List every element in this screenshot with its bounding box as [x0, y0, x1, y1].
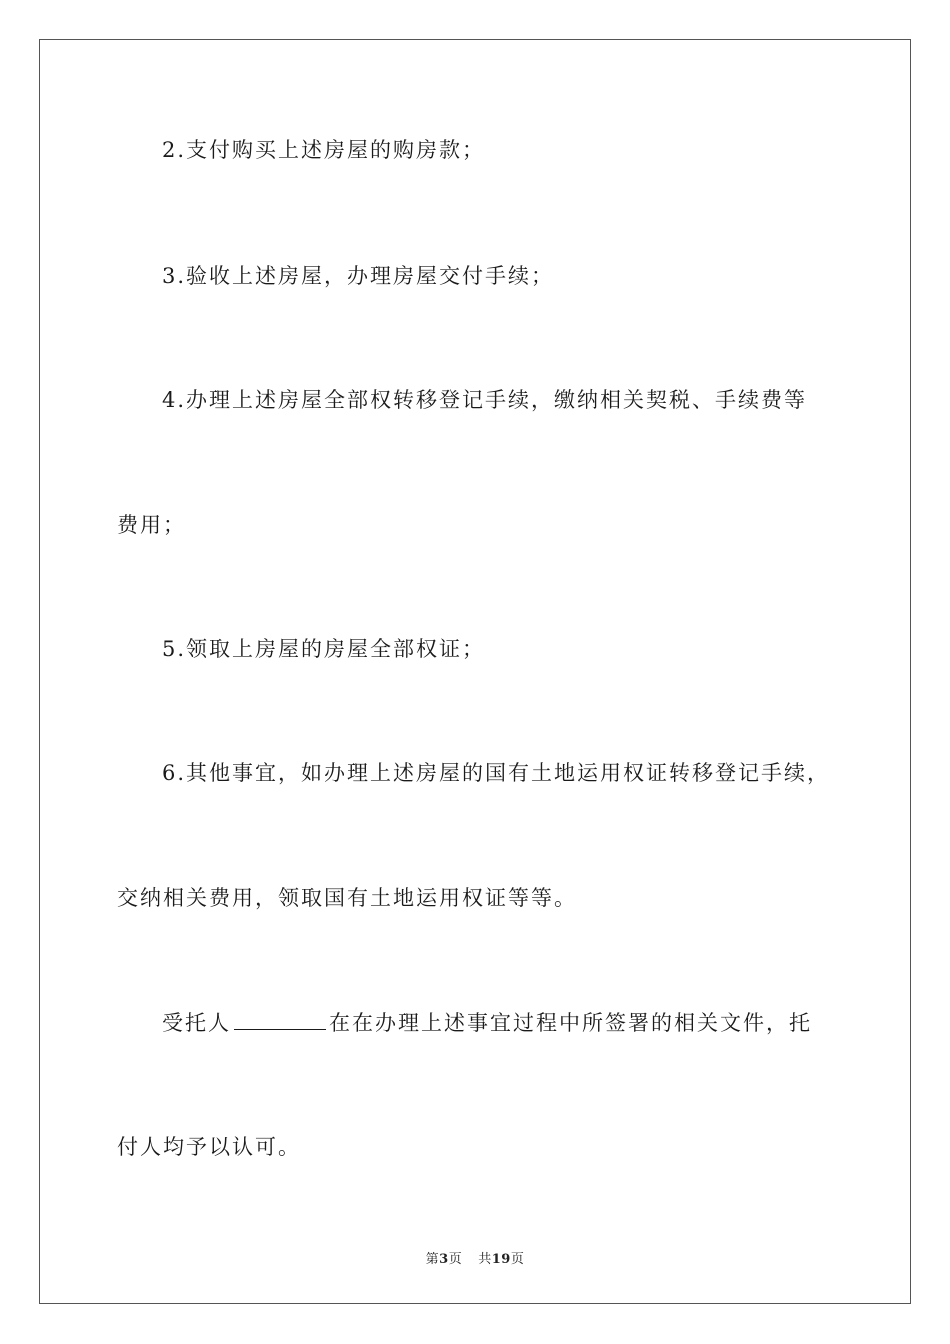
- total-pages: 19: [491, 1252, 511, 1267]
- paragraph-item-6-line1: 6.其他事宜，如办理上述房屋的国有土地运用权证转移登记手续，: [162, 761, 831, 785]
- total-suffix: 页: [510, 1252, 525, 1267]
- paragraph-item-4-line1: 4.办理上述房屋全部权转移登记手续，缴纳相关契税、手续费等: [162, 388, 808, 412]
- paragraph-item-3: 3.验收上述房屋，办理房屋交付手续；: [162, 264, 555, 288]
- trustee-name-blank: [234, 1011, 326, 1030]
- total-prefix: 共: [478, 1252, 492, 1267]
- paragraph-trustee-line2: 付人均予以认可。: [117, 1135, 301, 1159]
- paragraph-item-4-line2: 费用；: [117, 513, 186, 537]
- page-number: 3: [439, 1252, 449, 1267]
- paragraph-item-6-line2: 交纳相关费用，领取国有土地运用权证等等。: [117, 886, 577, 910]
- trustee-text: 在在办理上述事宜过程中所签署的相关文件，托: [329, 1011, 812, 1035]
- page-footer: [0, 1248, 950, 1267]
- paragraph-trustee-line1: [162, 1010, 812, 1036]
- trustee-label: 受托人: [162, 1011, 231, 1035]
- paragraph-item-2: 2.支付购买上述房屋的购房款；: [162, 138, 486, 162]
- page-suffix: 页: [448, 1252, 463, 1267]
- page-border: [39, 39, 911, 1304]
- page-prefix: 第: [425, 1252, 440, 1267]
- paragraph-item-5: 5.领取上房屋的房屋全部权证；: [162, 637, 486, 661]
